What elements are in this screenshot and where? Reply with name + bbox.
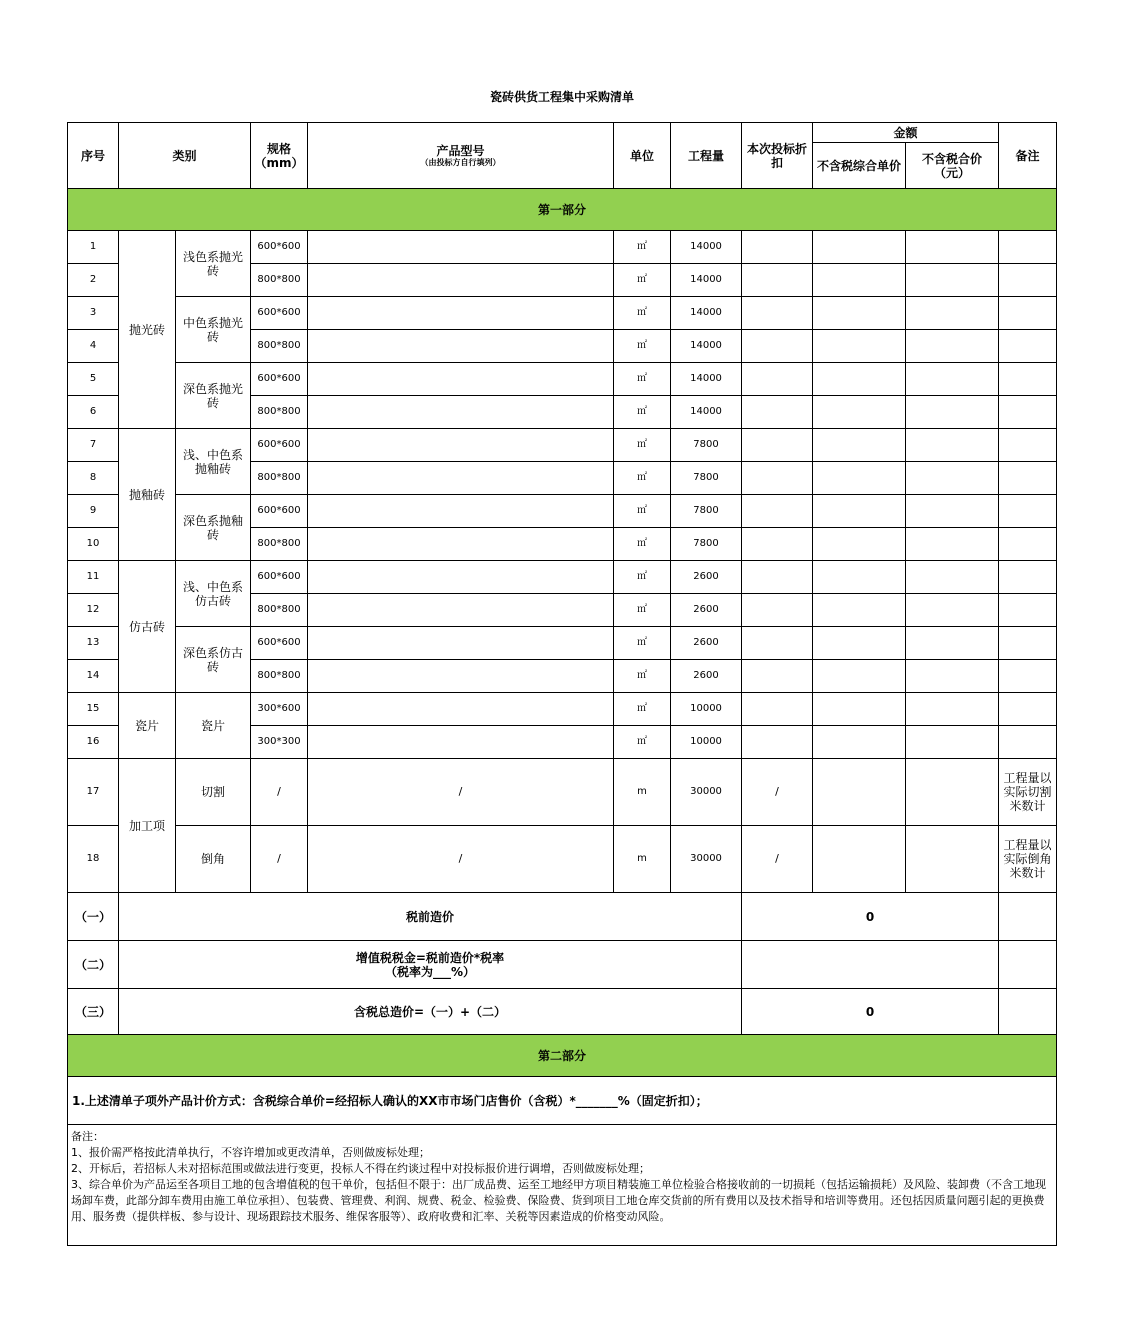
cell-model[interactable] — [308, 330, 614, 363]
cell-unit-price[interactable] — [813, 297, 906, 330]
cell-quantity: 14000 — [671, 330, 742, 363]
cell-quantity: 2600 — [671, 660, 742, 693]
cell-remark[interactable] — [999, 561, 1057, 594]
header-spec: 规格（mm） — [251, 123, 308, 189]
cell-model[interactable] — [308, 429, 614, 462]
cell-spec: 300*300 — [251, 726, 308, 759]
cell-unit-price[interactable] — [813, 693, 906, 726]
cell-remark[interactable] — [999, 495, 1057, 528]
header-amount: 金额 — [813, 123, 999, 143]
cell-quantity: 7800 — [671, 528, 742, 561]
cell-seq: 14 — [68, 660, 119, 693]
cell-seq: 9 — [68, 495, 119, 528]
cell-model[interactable] — [308, 396, 614, 429]
table-row — [68, 495, 1057, 528]
note-line: 1、报价需严格按此清单执行，不容许增加或更改清单，否则做废标处理； — [71, 1146, 430, 1159]
cell-discount[interactable] — [742, 462, 813, 495]
cell-seq: 1 — [68, 231, 119, 264]
cell-unit: ㎡ — [614, 330, 671, 363]
cell-seq: 7 — [68, 429, 119, 462]
cell-remark[interactable] — [999, 396, 1057, 429]
cell-seq: 15 — [68, 693, 119, 726]
cell-quantity: 14000 — [671, 264, 742, 297]
cell-subcategory: 切割 — [176, 759, 251, 826]
cell-unit-price[interactable] — [813, 495, 906, 528]
cell-quantity: 10000 — [671, 693, 742, 726]
cell-unit-price[interactable] — [813, 231, 906, 264]
cell-total-price[interactable] — [906, 363, 999, 396]
cell-model[interactable] — [308, 627, 614, 660]
cell-subcategory: 浅、中色系抛釉砖 — [176, 429, 251, 495]
summary-label-text: 税前造价 — [406, 909, 455, 924]
summary-seq: （三） — [68, 989, 119, 1035]
header-discount: 本次投标折扣 — [742, 123, 813, 189]
table-row — [68, 759, 1057, 826]
cell-total-price[interactable] — [906, 231, 999, 264]
cell-model: / — [308, 826, 614, 893]
cell-model[interactable] — [308, 561, 614, 594]
summary-row — [68, 893, 1057, 941]
cell-unit-price[interactable] — [813, 826, 906, 893]
cell-quantity: 14000 — [671, 231, 742, 264]
cell-remark[interactable] — [999, 264, 1057, 297]
header-remark: 备注 — [999, 123, 1057, 189]
cell-total-price[interactable] — [906, 330, 999, 363]
cell-unit: ㎡ — [614, 660, 671, 693]
cell-model[interactable] — [308, 231, 614, 264]
cell-model: / — [308, 759, 614, 826]
cell-total-price[interactable] — [906, 660, 999, 693]
summary-label-text: 增值税税金=税前造价*税率 — [355, 950, 505, 965]
cell-unit: ㎡ — [614, 693, 671, 726]
cell-quantity: 7800 — [671, 462, 742, 495]
cell-subcategory: 深色系仿古砖 — [176, 627, 251, 693]
cell-remark[interactable] — [999, 231, 1057, 264]
cell-quantity: 2600 — [671, 594, 742, 627]
cell-unit: ㎡ — [614, 231, 671, 264]
cell-unit: ㎡ — [614, 264, 671, 297]
cell-seq: 6 — [68, 396, 119, 429]
cell-discount[interactable] — [742, 561, 813, 594]
cell-remark[interactable] — [999, 660, 1057, 693]
header-total-price: 不含税合价（元） — [906, 143, 999, 189]
cell-spec: 600*600 — [251, 231, 308, 264]
cell-unit-price[interactable] — [813, 561, 906, 594]
cell-quantity: 30000 — [671, 759, 742, 826]
cell-unit-price[interactable] — [813, 627, 906, 660]
cell-unit-price[interactable] — [813, 363, 906, 396]
cell-spec: 600*600 — [251, 429, 308, 462]
summary-label — [119, 893, 742, 941]
cell-discount: / — [742, 826, 813, 893]
summary-seq: （二） — [68, 941, 119, 989]
cell-total-price[interactable] — [906, 561, 999, 594]
table-row — [68, 693, 1057, 726]
cell-spec: 800*800 — [251, 330, 308, 363]
note-line: 3、综合单价为产品运至各项目工地的包含增值税的包干单价，包括但不限于：出厂成品费、运至工地经甲方项目精装施工单位检验合格接收前的一切损耗（包括运输损耗）及风险、装卸费（不含工地现场卸车费，此部分卸车费用由施工单位承担）、包装费、管理费、利润、规费、税金、检验费、保险费、货到项目工地仓库交货前的所有费用以及技术指导和培训等费用。还包括因质量问题引起的更换费用、服务费（提供样板、参与设计、现场跟踪技术服务、维保客服等）、政府收费和汇率、关税等因素造成的价格变动风险。 — [71, 1178, 1046, 1223]
summary-value[interactable]: 0 — [742, 893, 999, 941]
table-row — [68, 363, 1057, 396]
cell-unit: ㎡ — [614, 462, 671, 495]
part2-banner: 第二部分 — [68, 1035, 1057, 1077]
cell-quantity: 10000 — [671, 726, 742, 759]
summary-label-note: （税率为___%） — [384, 964, 476, 979]
header-model — [308, 123, 614, 189]
cell-discount[interactable] — [742, 363, 813, 396]
note-line: 2、开标后，若招标人未对招标范围或做法进行变更，投标人不得在约谈过程中对投标报价进行调增，否则做废标处理； — [71, 1162, 650, 1175]
cell-quantity: 7800 — [671, 429, 742, 462]
cell-spec: 800*800 — [251, 396, 308, 429]
cell-discount[interactable] — [742, 429, 813, 462]
cell-model[interactable] — [308, 660, 614, 693]
cell-total-price[interactable] — [906, 429, 999, 462]
cell-spec: / — [251, 759, 308, 826]
cell-unit-price[interactable] — [813, 264, 906, 297]
cell-spec: 600*600 — [251, 495, 308, 528]
cell-unit: ㎡ — [614, 363, 671, 396]
summary-remark — [999, 989, 1057, 1035]
cell-spec: 600*600 — [251, 297, 308, 330]
summary-remark — [999, 893, 1057, 941]
cell-unit: ㎡ — [614, 627, 671, 660]
cell-remark[interactable] — [999, 693, 1057, 726]
cell-remark: 工程量以实际倒角米数计 — [999, 826, 1057, 893]
cell-quantity: 2600 — [671, 627, 742, 660]
cell-total-price[interactable] — [906, 726, 999, 759]
cell-spec: 800*800 — [251, 594, 308, 627]
cell-spec: 800*800 — [251, 462, 308, 495]
header-model-note: （由投标方自行填列） — [420, 157, 501, 167]
cell-quantity: 2600 — [671, 561, 742, 594]
summary-label — [119, 989, 742, 1035]
cell-total-price[interactable] — [906, 528, 999, 561]
cell-discount[interactable] — [742, 660, 813, 693]
cell-quantity: 14000 — [671, 363, 742, 396]
table-row — [68, 429, 1057, 462]
cell-quantity: 14000 — [671, 297, 742, 330]
cell-discount[interactable] — [742, 231, 813, 264]
cell-spec: / — [251, 826, 308, 893]
cell-category: 加工项 — [119, 759, 176, 893]
table-row — [68, 627, 1057, 660]
cell-remark[interactable] — [999, 429, 1057, 462]
cell-remark[interactable] — [999, 297, 1057, 330]
cell-seq: 5 — [68, 363, 119, 396]
cell-total-price[interactable] — [906, 826, 999, 893]
cell-seq: 18 — [68, 826, 119, 893]
cell-spec: 800*800 — [251, 660, 308, 693]
cell-subcategory: 浅、中色系仿古砖 — [176, 561, 251, 627]
cell-discount: / — [742, 759, 813, 826]
cell-model[interactable] — [308, 528, 614, 561]
cell-unit: m — [614, 759, 671, 826]
summary-remark — [999, 941, 1057, 989]
cell-spec: 300*600 — [251, 693, 308, 726]
cell-quantity: 14000 — [671, 396, 742, 429]
cell-unit-price[interactable] — [813, 528, 906, 561]
header-unit-price: 不含税综合单价 — [813, 143, 906, 189]
cell-remark[interactable] — [999, 726, 1057, 759]
cell-remark[interactable] — [999, 627, 1057, 660]
document-title: 瓷砖供货工程集中采购清单 — [489, 90, 634, 104]
cell-remark[interactable] — [999, 528, 1057, 561]
cell-unit-price[interactable] — [813, 594, 906, 627]
cell-remark[interactable] — [999, 363, 1057, 396]
cell-unit-price[interactable] — [813, 396, 906, 429]
summary-label-text: 含税总造价=（一）+（二） — [353, 1004, 507, 1019]
cell-category: 仿古砖 — [119, 561, 176, 693]
cell-category: 瓷片 — [119, 693, 176, 759]
cell-model[interactable] — [308, 363, 614, 396]
cell-unit: ㎡ — [614, 528, 671, 561]
cell-unit: ㎡ — [614, 726, 671, 759]
cell-remark[interactable] — [999, 594, 1057, 627]
cell-model[interactable] — [308, 462, 614, 495]
summary-seq: （一） — [68, 893, 119, 941]
cell-seq: 11 — [68, 561, 119, 594]
cell-unit-price[interactable] — [813, 660, 906, 693]
cell-model[interactable] — [308, 264, 614, 297]
cell-unit: ㎡ — [614, 594, 671, 627]
cell-total-price[interactable] — [906, 594, 999, 627]
cell-remark[interactable] — [999, 330, 1057, 363]
cell-category: 抛釉砖 — [119, 429, 176, 561]
cell-model[interactable] — [308, 726, 614, 759]
header-model-label: 产品型号 — [436, 143, 485, 158]
cell-unit-price[interactable] — [813, 759, 906, 826]
header-category: 类别 — [119, 123, 251, 189]
cell-discount[interactable] — [742, 528, 813, 561]
cell-unit: ㎡ — [614, 396, 671, 429]
cell-unit-price[interactable] — [813, 429, 906, 462]
cell-seq: 8 — [68, 462, 119, 495]
cell-seq: 13 — [68, 627, 119, 660]
cell-category: 抛光砖 — [119, 231, 176, 429]
cell-discount[interactable] — [742, 693, 813, 726]
cell-total-price[interactable] — [906, 627, 999, 660]
cell-model[interactable] — [308, 594, 614, 627]
cell-seq: 10 — [68, 528, 119, 561]
cell-subcategory: 深色系抛釉砖 — [176, 495, 251, 561]
cell-total-price[interactable] — [906, 396, 999, 429]
cell-remark[interactable] — [999, 462, 1057, 495]
table-row — [68, 297, 1057, 330]
cell-subcategory: 深色系抛光砖 — [176, 363, 251, 429]
table-row — [68, 561, 1057, 594]
cell-unit: ㎡ — [614, 429, 671, 462]
cell-unit-price[interactable] — [813, 330, 906, 363]
cell-discount[interactable] — [742, 330, 813, 363]
cell-subcategory: 中色系抛光砖 — [176, 297, 251, 363]
summary-row — [68, 941, 1057, 989]
cell-seq: 3 — [68, 297, 119, 330]
cell-total-price[interactable] — [906, 264, 999, 297]
cell-remark: 工程量以实际切割米数计 — [999, 759, 1057, 826]
cell-seq: 2 — [68, 264, 119, 297]
cell-subcategory: 浅色系抛光砖 — [176, 231, 251, 297]
cell-spec: 800*800 — [251, 264, 308, 297]
cell-total-price[interactable] — [906, 693, 999, 726]
summary-label — [119, 941, 742, 989]
cell-discount[interactable] — [742, 264, 813, 297]
cell-seq: 17 — [68, 759, 119, 826]
cell-unit: ㎡ — [614, 495, 671, 528]
summary-value[interactable]: 0 — [742, 989, 999, 1035]
table-row — [68, 826, 1057, 893]
summary-value[interactable] — [742, 941, 999, 989]
cell-seq: 16 — [68, 726, 119, 759]
cell-discount[interactable] — [742, 297, 813, 330]
cell-seq: 12 — [68, 594, 119, 627]
cell-discount[interactable] — [742, 726, 813, 759]
cell-unit-price[interactable] — [813, 726, 906, 759]
part1-banner: 第一部分 — [68, 189, 1057, 231]
cell-spec: 600*600 — [251, 627, 308, 660]
cell-total-price[interactable] — [906, 759, 999, 826]
table-row — [68, 231, 1057, 264]
cell-unit: ㎡ — [614, 297, 671, 330]
cell-spec: 800*800 — [251, 528, 308, 561]
cell-discount[interactable] — [742, 627, 813, 660]
cell-discount[interactable] — [742, 396, 813, 429]
cell-spec: 600*600 — [251, 363, 308, 396]
cell-unit: ㎡ — [614, 561, 671, 594]
pricing-note: 1.上述清单子项外产品计价方式：含税综合单价=经招标人确认的XX市市场门店售价（含税）*_______%（固定折扣）； — [68, 1077, 1057, 1125]
cell-quantity: 30000 — [671, 826, 742, 893]
cell-model[interactable] — [308, 693, 614, 726]
cell-unit-price[interactable] — [813, 462, 906, 495]
header-unit: 单位 — [614, 123, 671, 189]
header-quantity: 工程量 — [671, 123, 742, 189]
cell-unit: m — [614, 826, 671, 893]
cell-subcategory: 倒角 — [176, 826, 251, 893]
cell-spec: 600*600 — [251, 561, 308, 594]
cell-discount[interactable] — [742, 594, 813, 627]
cell-quantity: 7800 — [671, 495, 742, 528]
header-seq: 序号 — [68, 123, 119, 189]
cell-total-price[interactable] — [906, 495, 999, 528]
cell-seq: 4 — [68, 330, 119, 363]
cell-total-price[interactable] — [906, 462, 999, 495]
cell-subcategory: 瓷片 — [176, 693, 251, 759]
note-line: 备注： — [71, 1130, 104, 1143]
cell-model[interactable] — [308, 495, 614, 528]
procurement-table — [67, 122, 1057, 1246]
summary-row — [68, 989, 1057, 1035]
cell-discount[interactable] — [742, 495, 813, 528]
cell-model[interactable] — [308, 297, 614, 330]
notes-block — [68, 1125, 1057, 1246]
cell-total-price[interactable] — [906, 297, 999, 330]
